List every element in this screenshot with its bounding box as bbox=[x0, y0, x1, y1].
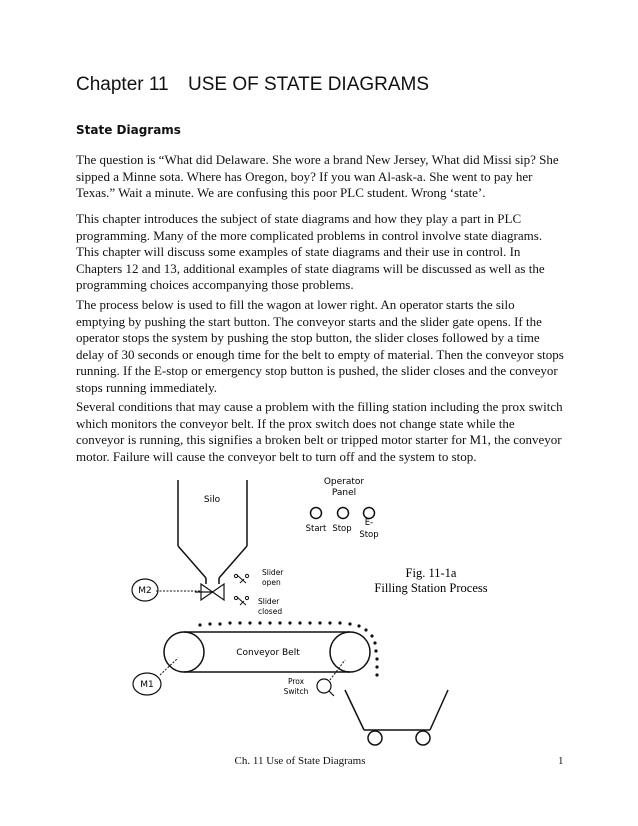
stop-button-icon bbox=[338, 508, 349, 519]
slider-closed-label-1: Slider bbox=[258, 597, 280, 606]
figure-caption-line1: Fig. 11-1a bbox=[405, 566, 457, 580]
estop-button-icon bbox=[364, 508, 375, 519]
wagon bbox=[345, 690, 448, 745]
m1-label: M1 bbox=[140, 680, 154, 690]
slider-closed-label-2: closed bbox=[258, 607, 283, 616]
m2-label: M2 bbox=[138, 586, 152, 596]
stop-label: Stop bbox=[332, 524, 352, 534]
section-title: State Diagrams bbox=[76, 123, 181, 137]
slider-closed-switch-icon bbox=[234, 596, 248, 605]
operator-panel-label-2: Panel bbox=[331, 488, 357, 498]
silo-label: Silo bbox=[203, 495, 221, 505]
slider-open-label-2: open bbox=[262, 578, 281, 587]
chapter-number: Chapter 11 bbox=[76, 74, 169, 95]
prox-label-1: Prox bbox=[287, 677, 305, 686]
motor-m2 bbox=[132, 579, 158, 601]
page-number: 1 bbox=[558, 755, 564, 767]
conveyor-label: Conveyor Belt bbox=[236, 648, 300, 658]
estop-label-1: E- bbox=[364, 518, 374, 528]
slider-gate-valve bbox=[195, 584, 224, 600]
slider-open-label-1: Slider bbox=[262, 568, 284, 577]
chapter-heading bbox=[76, 74, 429, 96]
paragraph-fault-conditions: Several conditions that may cause a problem with the filling station including the prox switch which monitors the conveyor belt. If the prox switch does not change state while the conveyor is running, this signifies a broken belt or tripped motor starter for M1, the conveyor motor. Failure will cause the conveyor belt to turn off and the system to stop. bbox=[76, 399, 563, 464]
prox-switch-icon bbox=[317, 679, 334, 696]
start-button-icon bbox=[311, 508, 322, 519]
footer-text: Ch. 11 Use of State Diagrams bbox=[234, 755, 366, 767]
operator-panel-label-1: Operator bbox=[323, 477, 365, 487]
slider-open-switch-icon bbox=[234, 574, 248, 583]
paragraph-process-description: The process below is used to fill the wagon at lower right. An operator starts the silo emptying by pushing the start button. The conveyor starts and the slider gate opens. If the operator stops the system by pushing the stop button, the slider closes followed by a time delay of 30 seconds or enough time for the belt to empty of material. Then the conveyor stops running. If the E-stop or emergency stop button is pushed, the slider closes and the conveyor stops running immediately. bbox=[76, 297, 564, 395]
prox-label-2: Switch bbox=[283, 687, 309, 696]
figure-caption-line2: Filling Station Process bbox=[374, 581, 488, 595]
estop-label-2: Stop bbox=[359, 530, 379, 540]
m1-link bbox=[160, 658, 178, 675]
paragraph-chapter-overview: This chapter introduces the subject of state diagrams and how they play a part in PLC programming. Many of the more complicated problems in control involve state diagrams. This chapter will discuss some examples of state diagrams and their use in control. In Chapters 12 and 13, additional examples of state diagrams will be discussed as well as the programming choices accompanying those problems. bbox=[76, 211, 545, 292]
chapter-title: USE OF STATE DIAGRAMS bbox=[188, 74, 430, 95]
start-label: Start bbox=[305, 524, 327, 534]
motor-m1 bbox=[133, 673, 161, 695]
filling-station-diagram bbox=[0, 470, 638, 760]
paragraph-intro-joke: The question is “What did Delaware. She wore a brand New Jersey, What did Missi sip? She sipped a Minne sota. Where has Oregon, boy? If you wan Al-ask-a. She went to pay her Texas.” Wait a minute. We are confusing this poor PLC student. Wrong ‘state’. bbox=[76, 152, 559, 200]
